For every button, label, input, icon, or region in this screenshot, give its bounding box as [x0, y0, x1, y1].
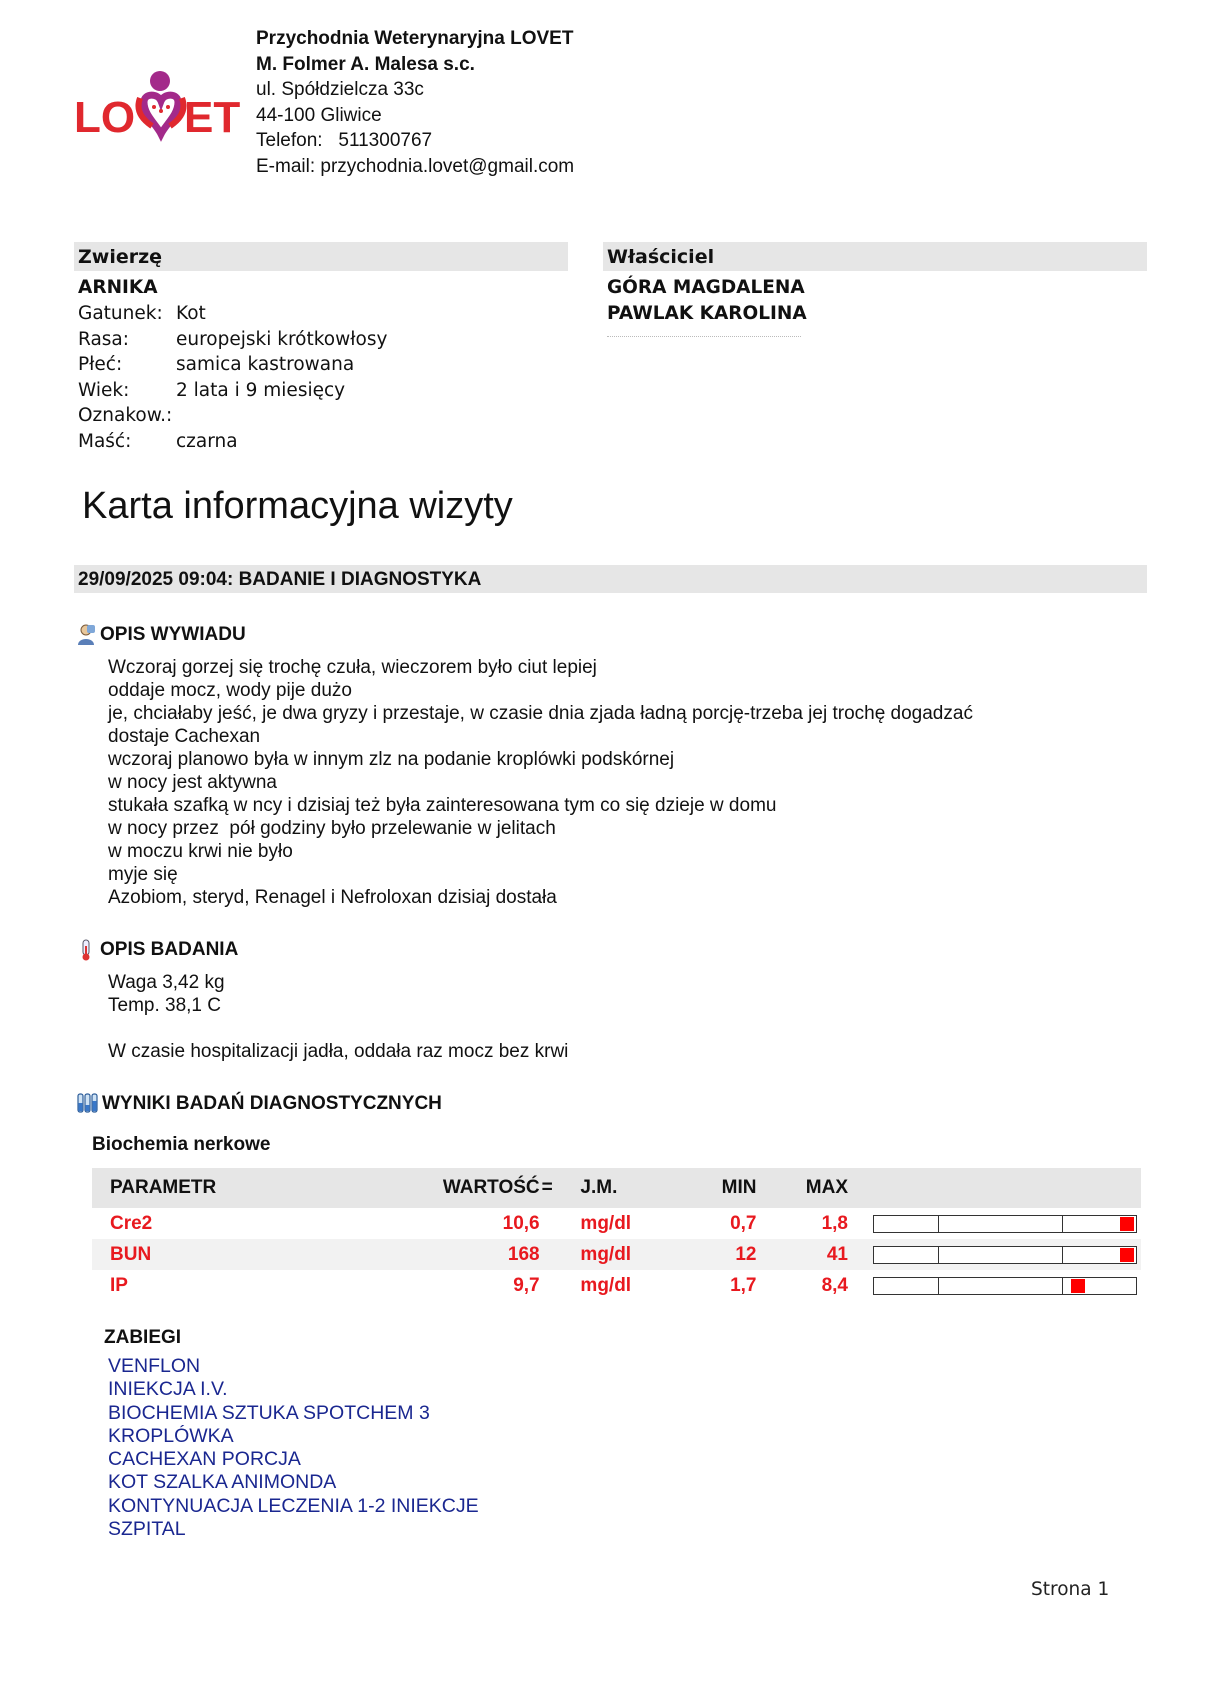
- interview-line: myje się: [108, 864, 178, 885]
- thermometer-icon: [76, 938, 96, 962]
- procedure-item: KROPLÓWKA: [108, 1424, 234, 1447]
- results-table: [92, 1168, 1141, 1301]
- interview-text: [108, 656, 973, 909]
- owner-details: [607, 275, 807, 327]
- owner-name: GÓRA MAGDALENA: [607, 277, 805, 298]
- visit-header: 29/09/2025 09:04: BADANIE I DIAGNOSTYKA: [74, 565, 1147, 593]
- exam-text: [108, 971, 568, 1063]
- exam-line: [108, 1017, 568, 1040]
- interview-heading: OPIS WYWIADU: [100, 624, 246, 645]
- page-number: Strona 1: [1031, 1579, 1110, 1600]
- results-heading: WYNIKI BADAŃ DIAGNOSTYCZNYCH: [102, 1093, 442, 1114]
- cell-param: Cre2: [110, 1212, 153, 1234]
- range-tick-min: [938, 1216, 939, 1232]
- exam-heading: OPIS BADANIA: [100, 939, 239, 960]
- interview-line: wczoraj planowo była w innym zlz na podanie kroplówki podskórnej: [108, 749, 675, 770]
- clinic-email: E-mail: przychodnia.lovet@gmail.com: [256, 155, 575, 177]
- col-eq: =: [541, 1168, 573, 1208]
- owner-name: PAWLAK KAROLINA: [607, 303, 807, 324]
- clinic-name: Przychodnia Weterynaryjna LOVET: [256, 28, 574, 49]
- clinic-info: [256, 26, 574, 179]
- cell-eq: [541, 1208, 573, 1239]
- exam-line: Waga 3,42 kg: [108, 972, 225, 993]
- results-section-title: [76, 1092, 442, 1116]
- cell-max: 8,4: [821, 1274, 848, 1296]
- clinic-street: ul. Spółdzielcza 33c: [256, 79, 424, 100]
- clinic-city: 44-100 Gliwice: [256, 104, 382, 126]
- table-header-row: [92, 1168, 1141, 1208]
- cell-value: 9,7: [513, 1274, 540, 1296]
- cell-max: 41: [757, 1239, 872, 1270]
- range-marker: [1071, 1279, 1085, 1293]
- range-tick-min: [938, 1247, 939, 1263]
- field-label: Oznakow.:: [78, 405, 173, 426]
- animal-field: [78, 327, 387, 353]
- procedure-item: KOT SZALKA ANIMONDA: [108, 1471, 337, 1494]
- range-tick-max: [1062, 1216, 1063, 1232]
- interview-line: Azobiom, steryd, Renagel i Nefroloxan dzisiaj dostała: [108, 887, 557, 908]
- range-bar: [873, 1277, 1137, 1295]
- range-tick-max: [1062, 1278, 1063, 1294]
- svg-text:LO: LO: [74, 93, 136, 142]
- cell-min: 1,7: [730, 1274, 757, 1296]
- col-max: MAX: [757, 1168, 872, 1208]
- interview-section-title: [76, 623, 246, 647]
- procedures-list: [108, 1355, 479, 1541]
- procedure-item: BIOCHEMIA SZTUKA SPOTCHEM 3: [108, 1401, 430, 1424]
- interview-line: Wczoraj gorzej się trochę czuła, wieczorem było ciut lepiej: [108, 657, 597, 678]
- cell-value: 10,6: [502, 1212, 540, 1234]
- cell-min: 12: [681, 1239, 758, 1270]
- interview-line: w nocy przez pół godziny było przelewanie w jelitach: [108, 818, 556, 839]
- animal-details: [78, 275, 387, 454]
- exam-section-title: [76, 938, 238, 962]
- col-param: PARAMETR: [92, 1168, 429, 1208]
- clinic-phone-label: Telefon:: [256, 130, 323, 151]
- col-value: WARTOŚĆ: [429, 1168, 541, 1208]
- range-marker: [1120, 1217, 1134, 1231]
- cell-eq: [541, 1239, 573, 1270]
- table-row: [92, 1208, 1141, 1239]
- clinic-owners: M. Folmer A. Malesa s.c.: [256, 53, 475, 75]
- field-label: Maść:: [78, 430, 132, 452]
- interview-line: stukała szafką w ncy i dzisiaj też była zainteresowana tym co się dzieje w domu: [108, 795, 777, 816]
- range-bar: [873, 1215, 1137, 1233]
- cell-value: 168: [429, 1239, 541, 1270]
- field-label: Płeć:: [78, 354, 123, 375]
- field-value: czarna: [176, 430, 238, 452]
- interview-line: je, chciałaby jeść, je dwa gryzy i przestaje, w czasie dnia zjada ładną porcję-trzeba jej trochę dogadzać: [108, 703, 973, 724]
- animal-name: ARNIKA: [78, 277, 158, 298]
- range-tick-max: [1062, 1247, 1063, 1263]
- redacted-area: [607, 336, 801, 343]
- owner-heading: Właściciel: [603, 242, 1147, 271]
- col-unit: J.M.: [572, 1168, 680, 1208]
- animal-field: [78, 429, 387, 455]
- clinic-phone-number: 511300767: [338, 130, 433, 151]
- interview-line: w nocy jest aktywna: [108, 772, 277, 793]
- cell-eq: [541, 1270, 573, 1301]
- field-value: samica kastrowana: [176, 354, 355, 375]
- svg-text:ET: ET: [184, 93, 241, 142]
- cell-unit: mg/dl: [580, 1274, 632, 1296]
- field-label: Wiek:: [78, 379, 130, 401]
- range-marker: [1120, 1248, 1134, 1262]
- cell-max: 1,8: [821, 1212, 848, 1234]
- procedure-item: KONTYNUACJA LECZENIA 1-2 INIEKCJE: [108, 1494, 479, 1517]
- range-tick-min: [938, 1278, 939, 1294]
- cell-range: [872, 1208, 1141, 1239]
- cell-param: BUN: [92, 1239, 429, 1270]
- animal-heading: Zwierzę: [74, 242, 568, 271]
- procedure-item: VENFLON: [108, 1355, 201, 1377]
- col-range: [872, 1168, 1141, 1208]
- field-label: Rasa:: [78, 328, 129, 350]
- procedures-heading: ZABIEGI: [104, 1327, 182, 1348]
- exam-line: W czasie hospitalizacji jadła, oddała raz mocz bez krwi: [108, 1041, 569, 1062]
- clinic-phone: [256, 128, 574, 154]
- procedure-item: CACHEXAN PORCJA: [108, 1448, 301, 1471]
- cell-range: [872, 1270, 1141, 1301]
- interview-line: w moczu krwi nie było: [108, 841, 293, 862]
- cell-param: IP: [110, 1274, 128, 1296]
- table-row: [92, 1239, 1141, 1270]
- interview-line: dostaje Cachexan: [108, 726, 261, 747]
- range-bar: [873, 1246, 1137, 1264]
- table-row: [92, 1270, 1141, 1301]
- col-min: MIN: [681, 1168, 758, 1208]
- animal-field: [78, 352, 387, 378]
- animal-field: [78, 378, 387, 404]
- page-title: Karta informacyjna wizyty: [82, 485, 513, 527]
- exam-line: Temp. 38,1 C: [108, 995, 221, 1016]
- field-value: Kot: [176, 303, 206, 324]
- cell-unit: mg/dl: [580, 1212, 632, 1234]
- animal-field: [78, 301, 387, 327]
- test-tubes-icon: [76, 1092, 98, 1116]
- clinic-logo: [74, 68, 244, 154]
- field-label: Gatunek:: [78, 303, 163, 324]
- cell-min: 0,7: [730, 1212, 757, 1234]
- interview-icon: [76, 623, 96, 647]
- field-value: europejski krótkowłosy: [176, 328, 388, 350]
- procedure-item: SZPITAL: [108, 1518, 186, 1541]
- panel-title: Biochemia nerkowe: [92, 1134, 271, 1155]
- animal-field: [78, 403, 387, 429]
- cell-range: [872, 1239, 1141, 1270]
- interview-line: oddaje mocz, wody pije dużo: [108, 680, 352, 701]
- field-value: 2 lata i 9 miesięcy: [176, 379, 346, 401]
- cell-unit: mg/dl: [572, 1239, 680, 1270]
- procedure-item: INIEKCJA I.V.: [108, 1378, 228, 1401]
